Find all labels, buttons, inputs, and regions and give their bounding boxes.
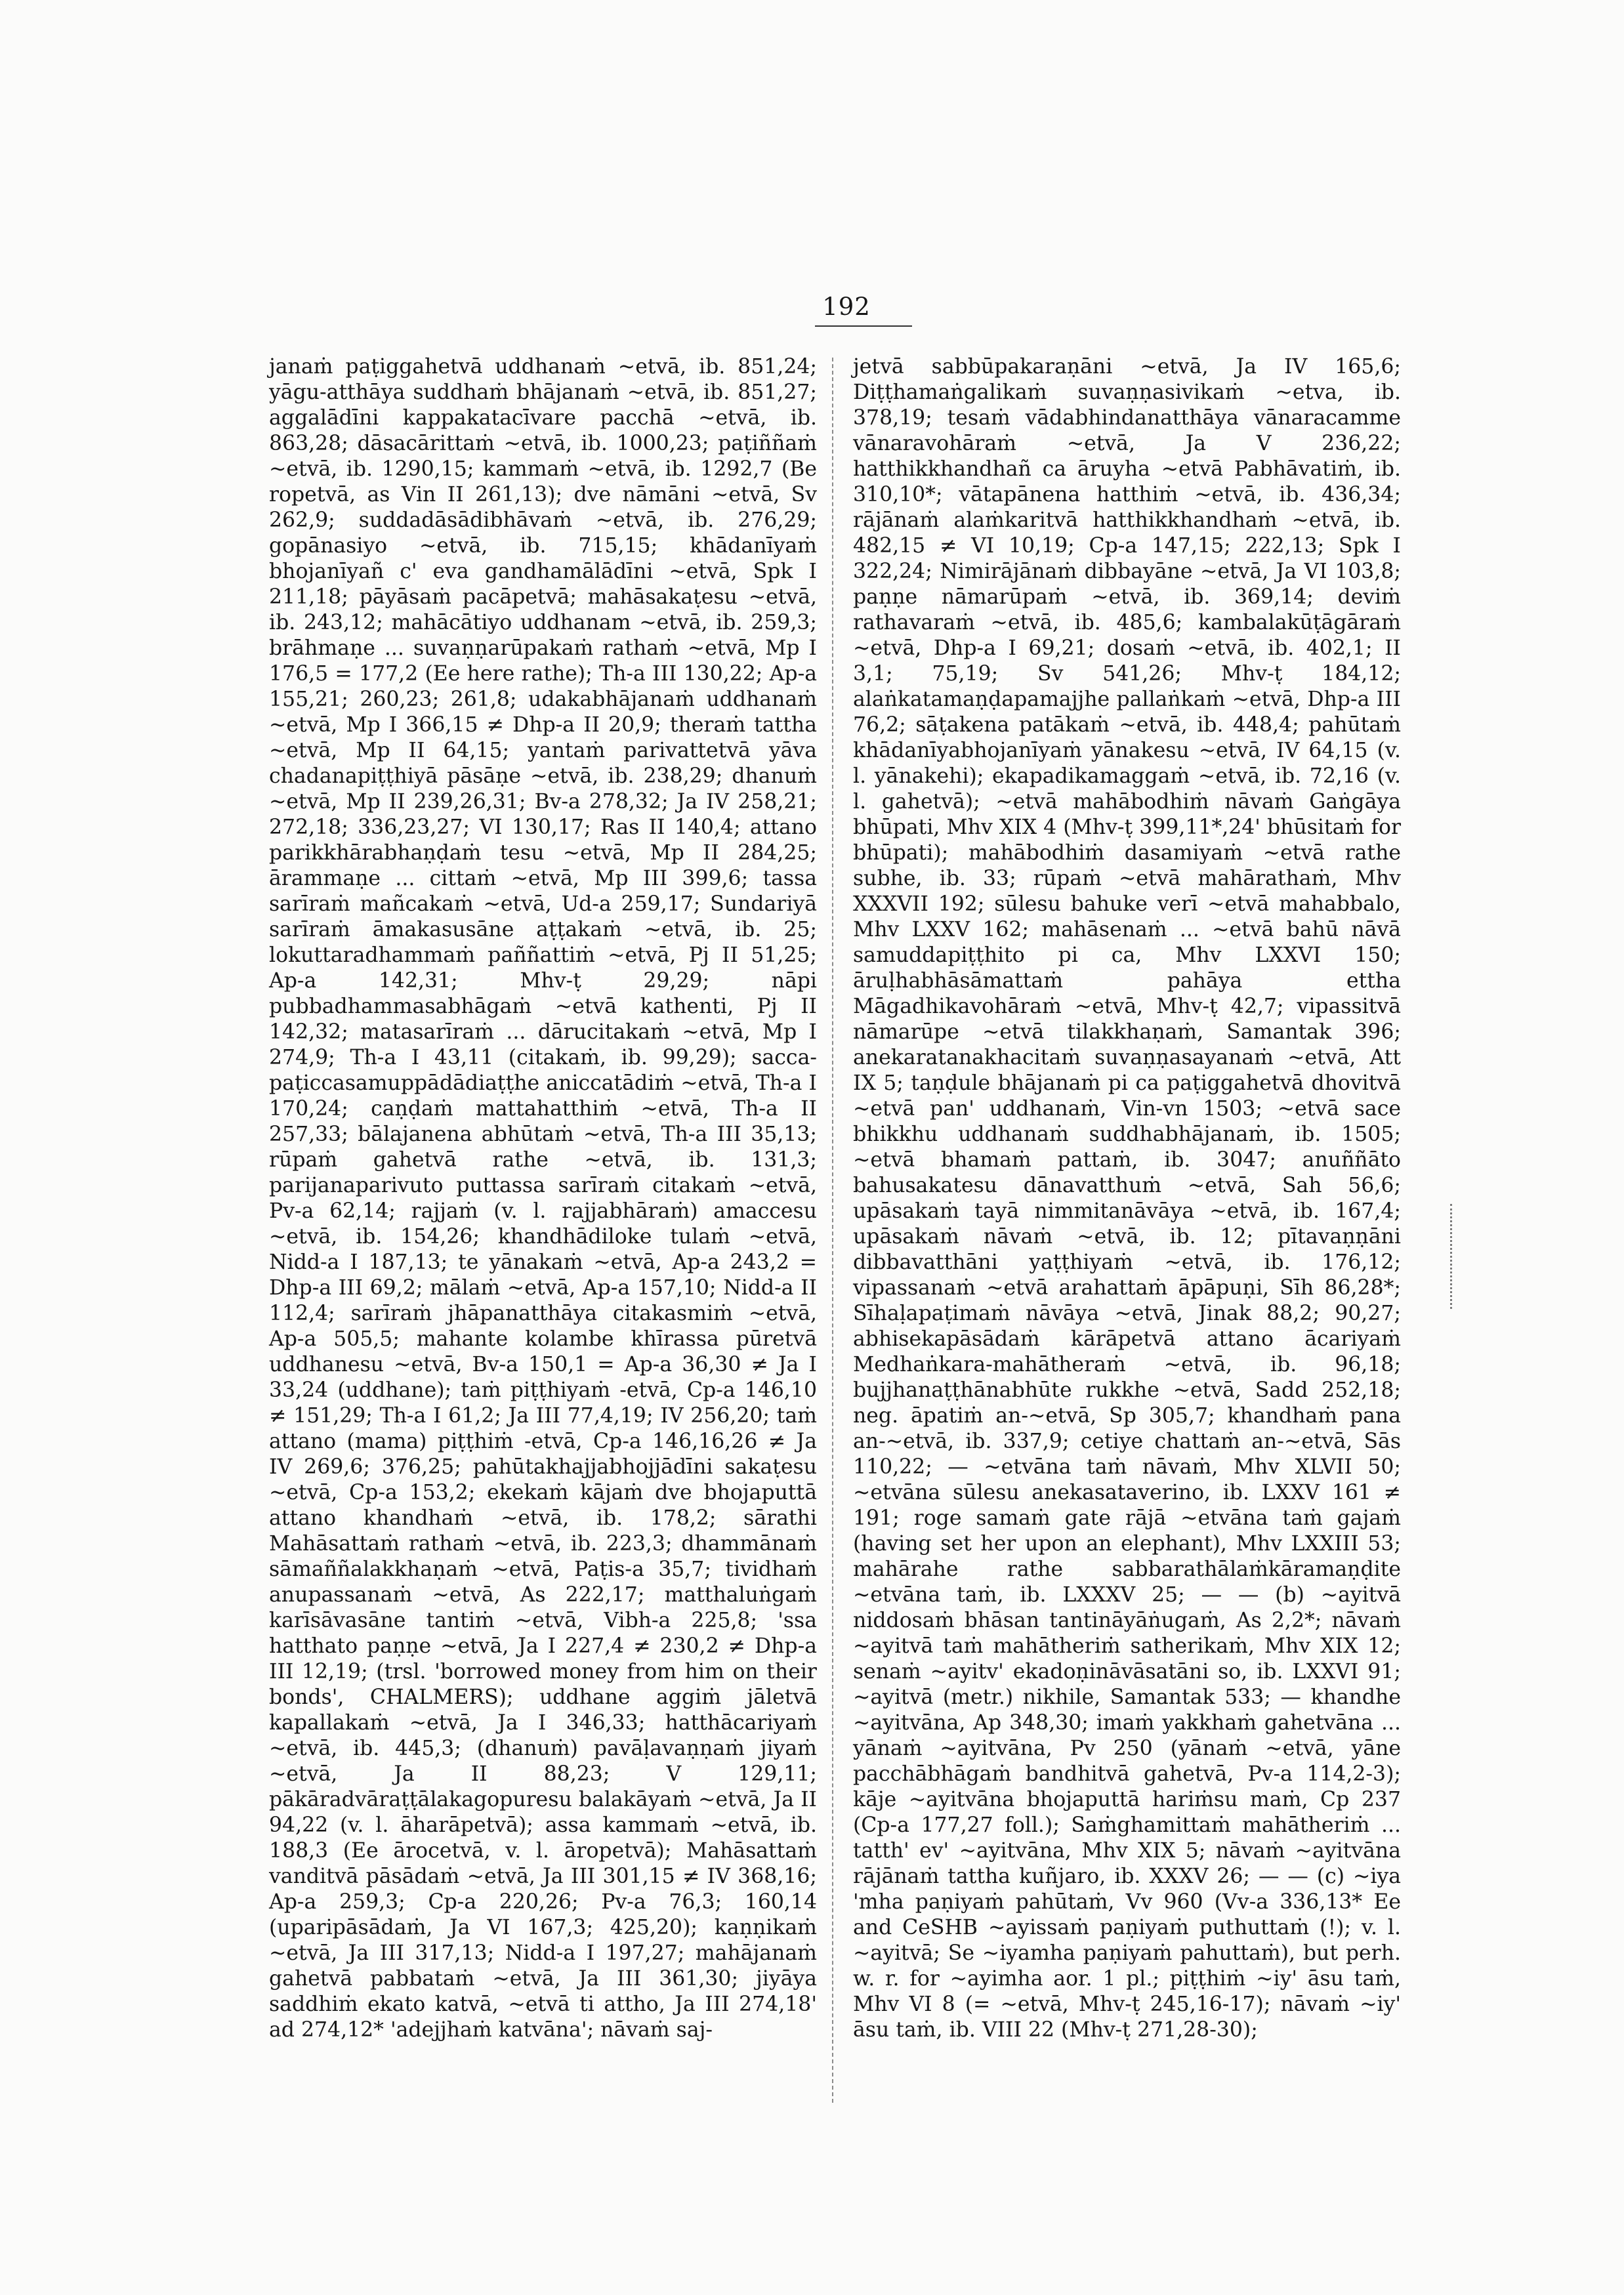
left-column-text: janaṁ paṭiggahetvā uddhanaṁ ~etvā, ib. 851,24; yāgu-atthāya suddhaṁ bhājanaṁ ~etvā, ib. 851,27; aggalādīni kappakatacīvare pacchā ~etvā, ib. 863,28; dāsacārittaṁ ~etvā, ib. 1000,23; paṭiññaṁ ~etvā, ib. 1290,15; kammaṁ ~etvā, ib. 1292,7 (Be ropetvā, as Vin II 261,13); dve nāmāni ~etvā, Sv 262,9; suddadāsādibhāvaṁ ~etvā, ib. 276,29; gopānasiyo ~etvā, ib. 715,15; khādanīyaṁ bhojanīyañ c' eva gandhamālādīni ~etvā, Spk I 211,18; pāyāsaṁ pacāpetvā; mahāsakaṭesu ~etvā, ib. 243,12; mahācātiyo uddhanam ~etvā, ib. 259,3; brāhmaṇe ... suvaṇṇarūpakaṁ rathaṁ ~etvā, Mp I 176,5 = 177,2 (Ee here rathe); Th-a III 130,22; Ap-a 155,21; 260,23; 261,8; udakabhājanaṁ uddhanaṁ ~etvā, Mp I 366,15 ≠ Dhp-a II 20,9; theraṁ tattha ~etvā, Mp II 64,15; yantaṁ parivattetvā yāva chadanapiṭṭhiyā pāsāṇe ~etvā, ib. 238,29; dhanuṁ ~etvā, Mp II 239,26,31; Bv-a 278,32; Ja IV 258,21; 272,18; 336,23,27; VI 130,17; Ras II 140,4; attano parikkhārabhaṇḍaṁ tesu ~etvā, Mp II 284,25; ārammaṇe ... cittaṁ ~etvā, Mp III 399,6; tassa sarīraṁ mañcakaṁ ~etvā, Ud-a 259,17; Sundariyā sarīraṁ āmakasusāne aṭṭakaṁ ~etvā, ib. 25; lokuttaradhammaṁ paññattiṁ ~etvā, Pj II 51,25; Ap-a 142,31; Mhv-ṭ 29,29; nāpi pubbadhammasabhāgaṁ ~etvā kathenti, Pj II 142,32; matasarīraṁ ... dārucitakaṁ ~etvā, Mp I 274,9; Th-a I 43,11 (citakaṁ, ib. 99,29); sacca-paṭiccasamuppādādiaṭṭhe aniccatādiṁ ~etvā, Th-a I 170,24; caṇḍaṁ mattahatthiṁ ~etvā, Th-a II 257,33; bālajanena abhūtaṁ ~etvā, Th-a III 35,13; rūpaṁ gahetvā rathe ~etvā, ib. 131,3; parijanaparivuto puttassa sarīraṁ citakaṁ ~etvā, Pv-a 62,14; rajjaṁ (v. l. rajjabhāraṁ) amaccesu ~etvā, ib. 154,26; khandhādiloke tulaṁ ~etvā, Nidd-a I 187,13; te yānakaṁ ~etvā, Ap-a 243,2 = Dhp-a III 69,2; mālaṁ ~etvā, Ap-a 157,10; Nidd-a II 112,4; sarīraṁ jhāpanatthāya citakasmiṁ ~etvā, Ap-a 505,5; mahante kolambe khīrassa pūretvā uddhanesu ~etvā, Bv-a 150,1 = Ap-a 36,30 ≠ Ja I 33,24 (uddhane); taṁ piṭṭhiyaṁ -etvā, Cp-a 146,10 ≠ 151,29; Th-a I 61,2; Ja III 77,4,19; IV 256,20; taṁ attano (mama) piṭṭhiṁ -etvā, Cp-a 146,16,26 ≠ Ja IV 269,6; 376,25; pahūtakhajjabhojjādīni sakaṭesu ~etvā, Cp-a 153,2; ekekaṁ kājaṁ dve bhojaputtā attano khandhaṁ ~etvā, ib. 178,2; sārathi Mahāsattaṁ rathaṁ ~etvā, ib. 223,3; dhammānaṁ sāmaññalakkhaṇaṁ ~etvā, Paṭis-a 35,7; tividhaṁ anupassanaṁ ~etvā, As 222,17; matthaluṅgaṁ karīsāvasāne tantiṁ ~etvā, Vibh-a 225,8; 'ssa hatthato paṇṇe ~etvā, Ja I 227,4 ≠ 230,2 ≠ Dhp-a III 12,19; (trsl. 'borrowed money from him on their bonds', CHALMERS); uddhane aggiṁ jāletvā kapallakaṁ ~etvā, Ja I 346,33; hatthācariyaṁ ~etvā, ib. 445,3; (dhanuṁ) pavāḷavaṇṇaṁ jiyaṁ ~etvā, Ja II 88,23; V 129,11; pākāradvāraṭṭālakagopuresu balakāyaṁ ~etvā, Ja II 94,22 (v. l. āharāpetvā); assa kammaṁ ~etvā, ib. 188,3 (Ee ārocetvā, v. l. āropetvā); Mahāsattaṁ vanditvā pāsādaṁ ~etvā, Ja III 301,15 ≠ IV 368,16; Ap-a 259,3; Cp-a 220,26; Pv-a 76,3; 160,14 (uparipāsādaṁ, Ja VI 167,3; 425,20); kaṇṇikaṁ ~etvā, Ja III 317,13; Nidd-a I 197,27; mahājanaṁ gahetvā pabbataṁ ~etvā, Ja III 361,30; jiyāya saddhiṁ ekato katvā, ~etvā ti attho, Ja III 274,18' ad 274,12* 'adejjhaṁ katvāna'; nāvaṁ saj- [269, 355, 817, 2042]
right-column-text: jetvā sabbūpakaraṇāni ~etvā, Ja IV 165,6; Diṭṭhamaṅgalikaṁ suvaṇṇasivikaṁ ~etva, ib. 378,19; tesaṁ vādabhindanatthāya vānaracamme vānaravohāraṁ ~etvā, Ja V 236,22; hatthikkhandhañ ca āruyha ~etvā Pabhāvatiṁ, ib. 310,10*; vātapānena hatthiṁ ~etvā, ib. 436,34; rājānaṁ alaṁkaritvā hatthikkhandhaṁ ~etvā, ib. 482,15 ≠ VI 10,19; Cp-a 147,15; 222,13; Spk I 322,24; Nimirājānaṁ dibbayāne ~etvā, Ja VI 103,8; paṇṇe nāmarūpaṁ ~etvā, ib. 369,14; deviṁ rathavaraṁ ~etvā, ib. 485,6; kambalakūṭāgāraṁ ~etvā, Dhp-a I 69,21; dosaṁ ~etvā, ib. 402,1; II 3,1; 75,19; Sv 541,26; Mhv-ṭ 184,12; alaṅkatamaṇḍapamajjhe pallaṅkaṁ ~etvā, Dhp-a III 76,2; sāṭakena patākaṁ ~etvā, ib. 448,4; pahūtaṁ khādanīyabhojanīyaṁ yānakesu ~etvā, IV 64,15 (v. l. yānakehi); ekapadikamaggaṁ ~etvā, ib. 72,16 (v. l. gahetvā); ~etvā mahābodhiṁ nāvaṁ Gaṅgāya bhūpati, Mhv XIX 4 (Mhv-ṭ 399,11*,24' bhūsitaṁ for bhūpati); mahābodhiṁ dasamiyaṁ ~etvā rathe subhe, ib. 33; rūpaṁ ~etvā mahārathaṁ, Mhv XXXVII 192; sūlesu bahuke verī ~etvā mahabbalo, Mhv LXXV 162; mahāsenaṁ ... ~etvā bahū nāvā samuddapiṭṭhito pi ca, Mhv LXXVI 150; āruḷhabhāsāmattaṁ pahāya ettha Māgadhikavohāraṁ ~etvā, Mhv-ṭ 42,7; vipassitvā nāmarūpe ~etvā tilakkhaṇaṁ, Samantak 396; anekaratanakhacitaṁ suvaṇṇasayanaṁ ~etvā, Att IX 5; taṇḍule bhājanaṁ pi ca paṭiggahetvā dhovitvā ~etvā pan' uddhanaṁ, Vin-vn 1503; ~etvā sace bhikkhu uddhanaṁ suddhabhājanaṁ, ib. 1505; ~etvā bhamaṁ pattaṁ, ib. 3047; anuññāto bahusakatesu dānavatthuṁ ~etvā, Sah 56,6; upāsakaṁ tayā nimmitanāvāya ~etvā, ib. 167,4; upāsakaṁ nāvaṁ ~etvā, ib. 12; pītavaṇṇāni dibbavatthāni yaṭṭhiyaṁ ~etvā, ib. 176,12; vipassanaṁ ~etvā arahattaṁ āpāpuṇi, Sīh 86,28*; Sīhaḷapaṭimaṁ nāvāya ~etvā, Jinak 88,2; 90,27; abhisekapāsādaṁ kārāpetvā attano ācariyaṁ Medhaṅkara-mahātheraṁ ~etvā, ib. 96,18; bujjhanaṭṭhānabhūte rukkhe ~etvā, Sadd 252,18; neg. āpatiṁ an-~etvā, Sp 305,7; khandhaṁ pana an-~etvā, ib. 337,9; cetiye chattaṁ an-~etvā, Sās 110,22; — ~etvāna taṁ nāvaṁ, Mhv XLVII 50; ~etvāna sūlesu anekasataverino, ib. LXXV 161 ≠ 191; roge samaṁ gate rājā ~etvāna taṁ gajaṁ (having set her upon an elephant), Mhv LXXIII 53; mahārahe rathe sabbarathālaṁkāramaṇḍite ~etvāna taṁ, ib. LXXXV 25; — — (b) ~ayitvā niddosaṁ bhāsan tantināyāṅugaṁ, As 2,2*; nāvaṁ ~ayitvā taṁ mahātheriṁ satherikaṁ, Mhv XIX 12; senaṁ ~ayitv' ekadoṇināvāsatāni so, ib. LXXVI 91; ~ayitvā (metr.) nikhile, Samantak 533; — khandhe ~ayitvāna, Ap 348,30; imaṁ yakkhaṁ gahetvāna ... yānaṁ ~ayitvāna, Pv 250 (yānaṁ ~etvā, yāne pacchābhāgaṁ bandhitvā gahetvā, Pv-a 114,2-3); kāje ~ayitvāna bhojaputtā hariṁsu maṁ, Cp 237 (Cp-a 177,27 foll.); Saṁghamittaṁ mahātheriṁ ... tatth' ev' ~ayitvāna, Mhv XIX 5; nāvaṁ ~ayitvāna rājānaṁ tattha kuñjaro, ib. XXXV 26; — — (c) ~iya 'mha paṇiyaṁ pahūtaṁ, Vv 960 (Vv-a 336,13* Ee and CeSHB ~ayissaṁ paṇiyaṁ puthuttaṁ (!); v. l. ~ayitvā; Se ~iyamha paṇiyaṁ pahuttaṁ), but perh. w. r. for ~ayimha aor. 1 pl.; piṭṭhiṁ ~iy' āsu taṁ, Mhv VI 8 (= ~etvā, Mhv-ṭ 245,16-17); nāvaṁ ~iy' āsu taṁ, ib. VIII 22 (Mhv-ṭ 271,28-30); [853, 355, 1401, 2042]
margin-marks [1450, 1204, 1452, 1309]
left-column [269, 354, 817, 2043]
page-number: 192 [822, 293, 871, 321]
right-column [853, 354, 1401, 2043]
page-number-rule [815, 325, 912, 327]
column-divider [832, 358, 833, 2103]
